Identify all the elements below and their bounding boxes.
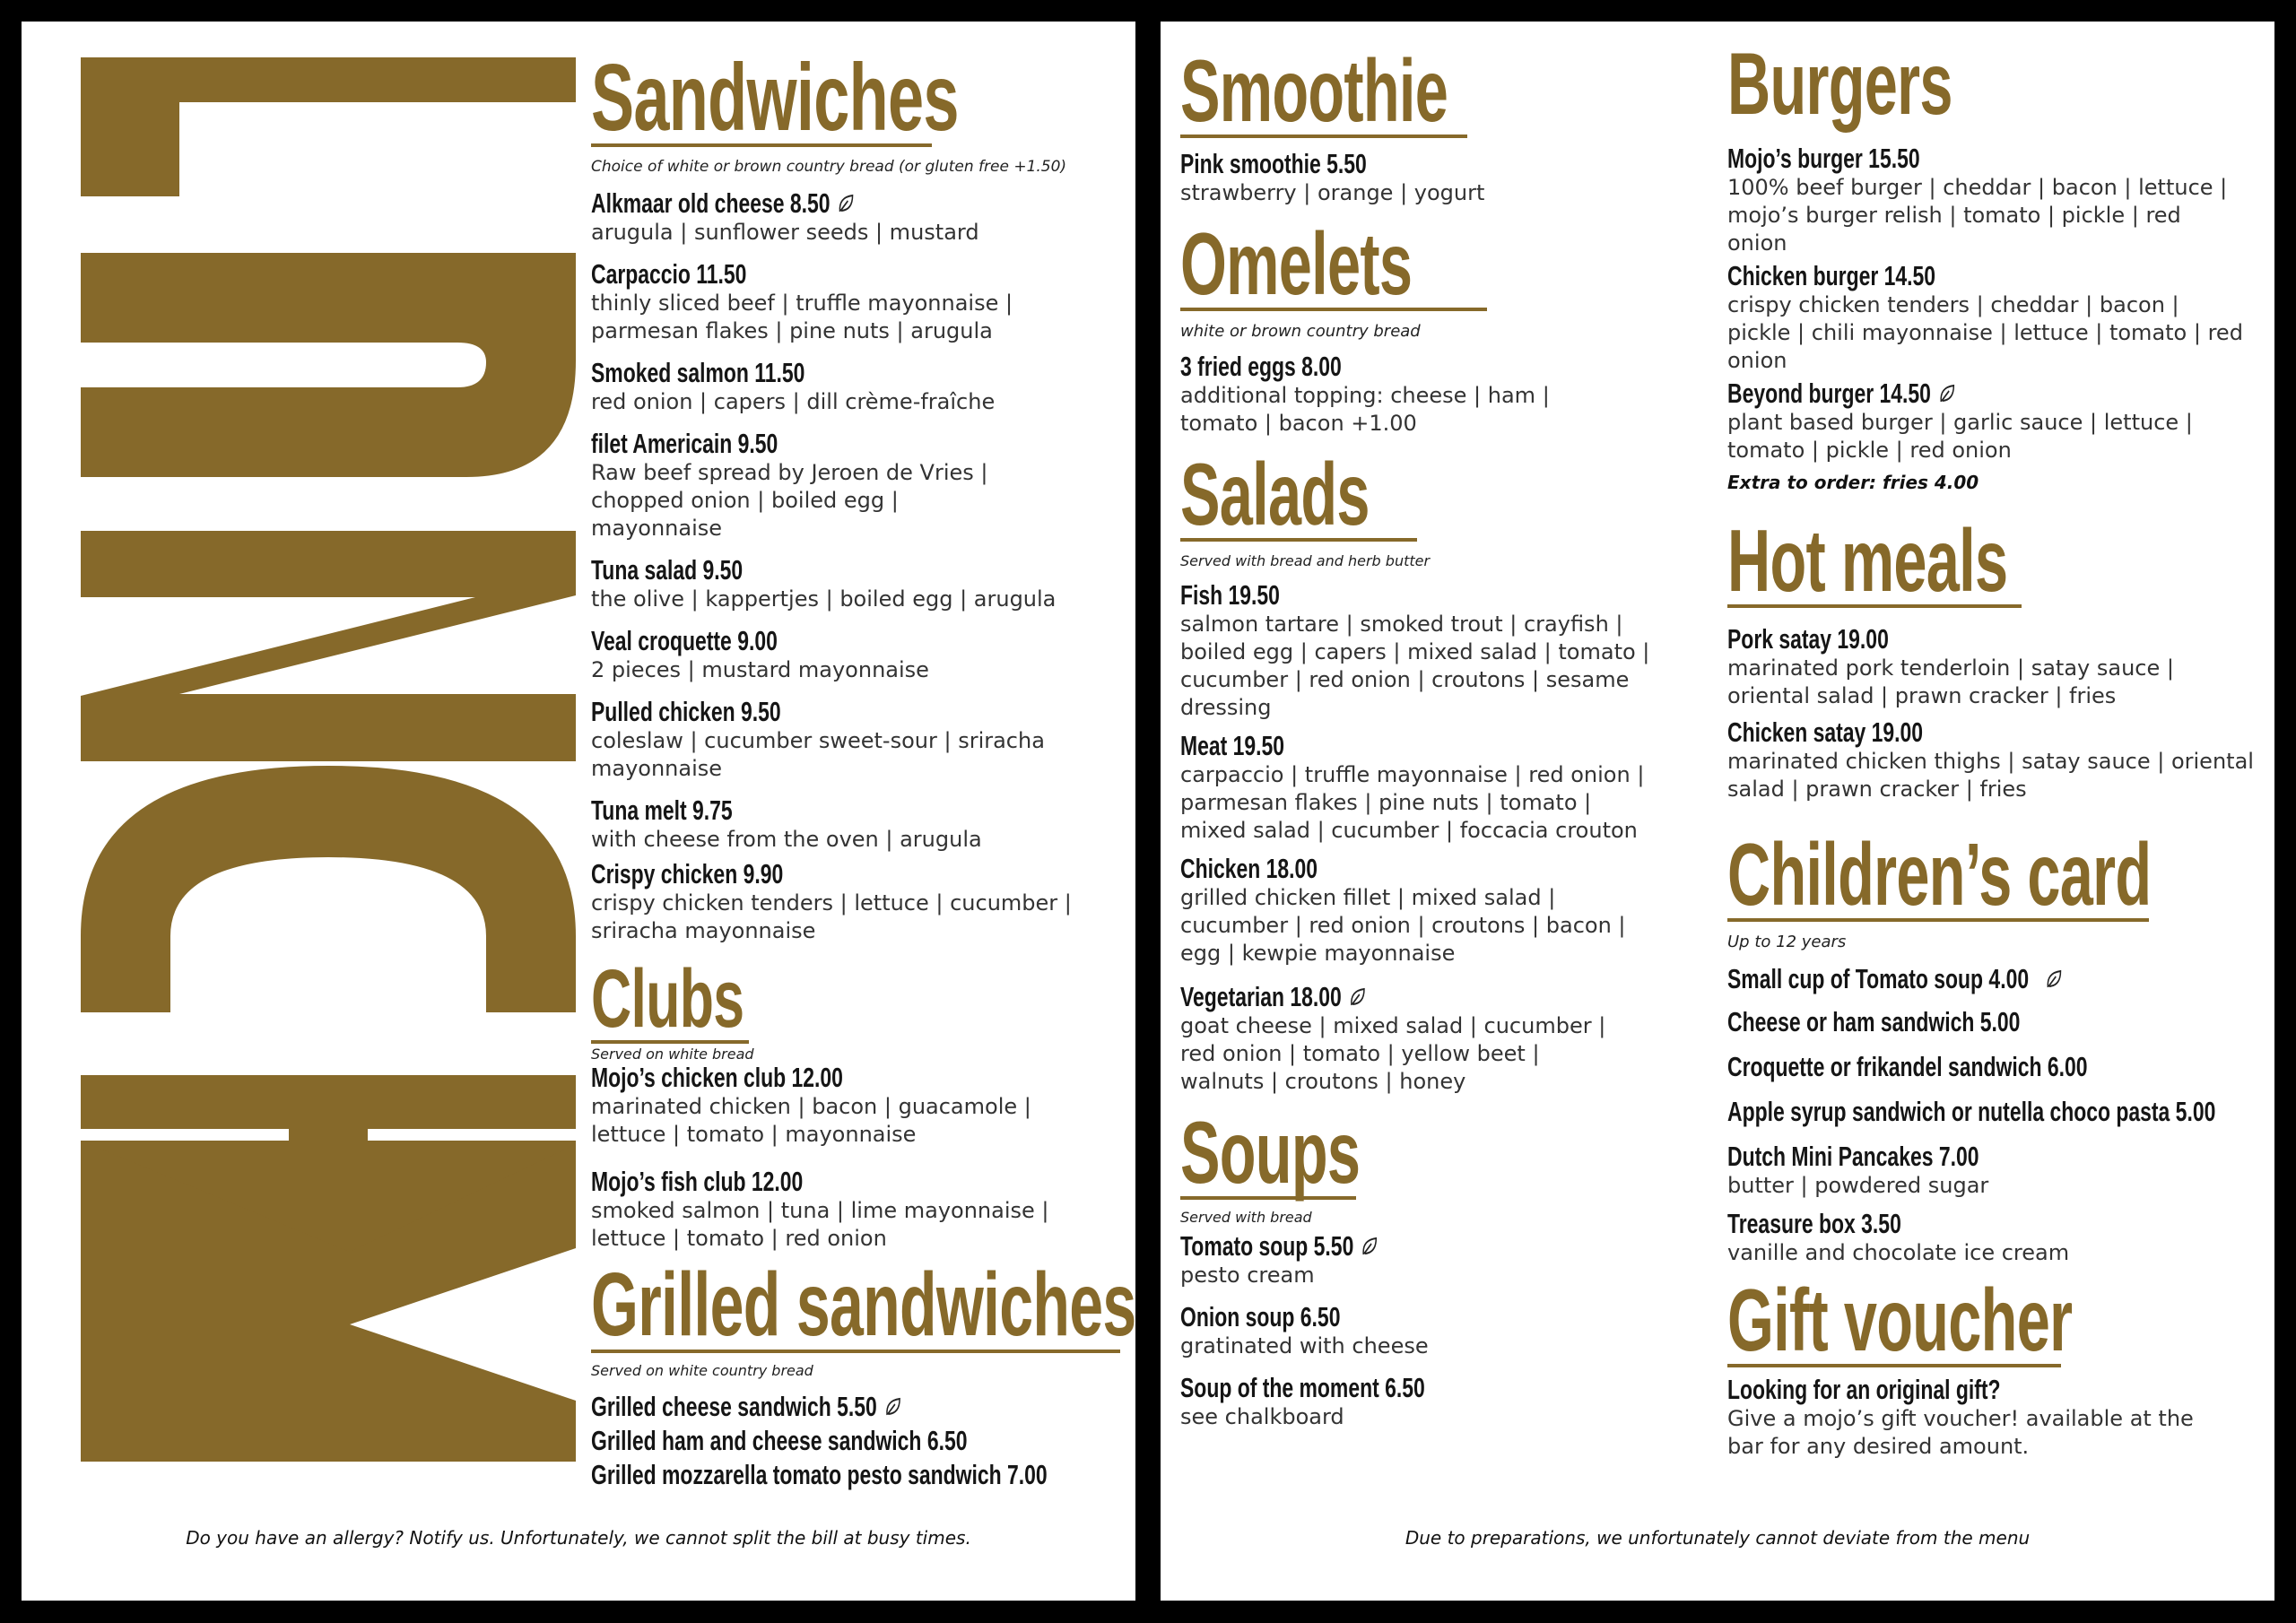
menu-item bbox=[1727, 1097, 2266, 1127]
section-hot-meals bbox=[1727, 511, 2266, 803]
footer-note: Due to preparations, we unfortunately cannot deviate from the menu bbox=[1405, 1527, 2031, 1549]
item-name: Mojo’s burger 15.50 bbox=[1727, 143, 1920, 174]
item-name: 3 fried eggs 8.00 bbox=[1180, 351, 1342, 382]
section-burgers bbox=[1727, 34, 2266, 493]
menu-item bbox=[1727, 1375, 2266, 1461]
menu-item bbox=[1727, 1141, 2266, 1200]
item-description: 2 pieces | mustard mayonnaise bbox=[591, 657, 929, 682]
item-name: Soup of the moment 6.50 bbox=[1180, 1372, 1425, 1403]
vegetarian-leaf-icon bbox=[837, 192, 856, 215]
right-column-1 bbox=[1180, 41, 1700, 1444]
item-name: Meat 19.50 bbox=[1180, 730, 1285, 761]
item-name: Chicken satay 19.00 bbox=[1727, 716, 1924, 748]
item-description: crispy chicken tenders | cheddar | bacon | pickle | chili mayonnaise | lettuce | tomato | red onion bbox=[1727, 292, 2243, 373]
section-smoothie bbox=[1180, 41, 1700, 207]
section-grilled bbox=[591, 1254, 1136, 1490]
section-subtitle: Served with bread and herb butter bbox=[1180, 552, 1431, 569]
section-salads bbox=[1180, 445, 1700, 1096]
section-title-gift-voucher: Gift voucher bbox=[1727, 1271, 2073, 1369]
item-description: with cheese from the oven | arugula bbox=[591, 827, 982, 852]
footer-note: Do you have an allergy? Notify us. Unfortunately, we cannot split the bill at busy times. bbox=[186, 1527, 971, 1549]
item-name: Carpaccio 11.50 bbox=[591, 258, 747, 290]
menu-item bbox=[591, 697, 1129, 783]
section-subtitle: Served on white bread bbox=[591, 1046, 754, 1063]
item-description: see chalkboard bbox=[1180, 1404, 1344, 1429]
menu-item bbox=[591, 429, 1129, 542]
menu-item bbox=[591, 626, 1129, 684]
section-title-clubs: Clubs bbox=[591, 953, 744, 1045]
menu-item bbox=[1727, 1007, 2266, 1037]
item-list bbox=[591, 188, 1129, 945]
section-title-childrens-card: Children’s card bbox=[1727, 825, 2152, 924]
item-description: red onion | capers | dill crème-fraîche bbox=[591, 389, 996, 414]
item-name: Looking for an original gift? bbox=[1727, 1374, 2001, 1405]
item-name: Dutch Mini Pancakes 7.00 bbox=[1727, 1141, 1979, 1172]
menu-item bbox=[591, 259, 1129, 345]
item-name: Grilled cheese sandwich 5.50 bbox=[591, 1391, 877, 1422]
section-title-soups: Soups bbox=[1180, 1103, 1361, 1202]
menu-item bbox=[1727, 143, 2266, 257]
burgers-extra-note: Extra to order: fries 4.00 bbox=[1727, 472, 1979, 493]
menu-item bbox=[591, 859, 1129, 945]
item-name: Pork satay 19.00 bbox=[1727, 623, 1889, 655]
lunch-logo-m-cut bbox=[81, 1141, 576, 1426]
section-subtitle: Served on white country bread bbox=[591, 1362, 813, 1379]
item-name: Crispy chicken 9.90 bbox=[591, 858, 784, 890]
menu-item bbox=[1727, 624, 2266, 710]
section-subtitle: Up to 12 years bbox=[1727, 933, 1847, 951]
item-description: plant based burger | garlic sauce | lettuce | tomato | pickle | red onion bbox=[1727, 410, 2193, 463]
section-title-omelets: Omelets bbox=[1180, 214, 1413, 313]
item-description: goat cheese | mixed salad | cucumber | red onion | tomato | yellow beet | walnuts | croutons | honey bbox=[1180, 1013, 1606, 1094]
vegetarian-leaf-icon bbox=[2045, 968, 2064, 991]
item-name: Beyond burger 14.50 bbox=[1727, 378, 1931, 409]
item-name: Pink smoothie 5.50 bbox=[1180, 148, 1367, 179]
menu-item bbox=[1727, 964, 2266, 994]
item-name: Tuna salad 9.50 bbox=[591, 554, 744, 586]
section-title-burgers: Burgers bbox=[1727, 34, 1952, 133]
item-name: Fish 19.50 bbox=[1180, 579, 1280, 611]
menu-item bbox=[1727, 261, 2266, 375]
item-name: Veal croquette 9.00 bbox=[591, 625, 778, 656]
item-name: Mojo’s chicken club 12.00 bbox=[591, 1062, 843, 1093]
item-name: Mojo’s fish club 12.00 bbox=[591, 1166, 804, 1197]
menu-item bbox=[1180, 149, 1700, 207]
menu-item bbox=[591, 1063, 1129, 1149]
item-description: marinated chicken | bacon | guacamole | lettuce | tomato | mayonnaise bbox=[591, 1094, 1031, 1147]
section-sandwiches bbox=[591, 45, 1129, 945]
menu-item bbox=[591, 1167, 1129, 1253]
menu-item-name bbox=[591, 1392, 989, 1422]
item-description: coleslaw | cucumber sweet-sour | sriracha mayonnaise bbox=[591, 728, 1045, 781]
item-name: Chicken 18.00 bbox=[1180, 853, 1318, 884]
item-description: smoked salmon | tuna | lime mayonnaise | lettuce | tomato | red onion bbox=[591, 1198, 1049, 1251]
vegetarian-leaf-icon bbox=[1348, 985, 1367, 1009]
left-column bbox=[591, 45, 1136, 1490]
item-name: Croquette or frikandel sandwich 6.00 bbox=[1727, 1051, 2088, 1082]
item-name: Vegetarian 18.00 bbox=[1180, 981, 1342, 1012]
section-title-smoothie: Smoothie bbox=[1180, 41, 1448, 140]
item-name: Chicken burger 14.50 bbox=[1727, 260, 1936, 291]
section-title-salads: Salads bbox=[1180, 445, 1370, 543]
item-description: butter | powdered sugar bbox=[1727, 1173, 1989, 1198]
menu-item bbox=[1180, 854, 1700, 968]
section-title-grilled: Grilled sandwiches bbox=[591, 1254, 1136, 1355]
item-name: Alkmaar old cheese 8.50 bbox=[591, 187, 831, 219]
item-name: filet Americain 9.50 bbox=[591, 428, 778, 459]
section-clubs bbox=[591, 953, 1129, 1253]
item-description: strawberry | orange | yogurt bbox=[1180, 180, 1485, 205]
menu-item-name: Grilled mozzarella tomato pesto sandwich 7.00 bbox=[591, 1459, 1048, 1490]
item-name: Apple syrup sandwich or nutella choco pasta 5.00 bbox=[1727, 1096, 2216, 1127]
item-description: marinated pork tenderloin | satay sauce | oriental salad | prawn cracker | fries bbox=[1727, 655, 2174, 708]
menu-item bbox=[1180, 982, 1700, 1096]
menu-item bbox=[1180, 1302, 1700, 1360]
section-childrens-card bbox=[1727, 825, 2266, 1267]
item-name: Cheese or ham sandwich 5.00 bbox=[1727, 1006, 2021, 1037]
menu-item bbox=[1727, 1209, 2266, 1267]
menu-item bbox=[591, 188, 1129, 247]
item-description: gratinated with cheese bbox=[1180, 1333, 1429, 1358]
section-title-hot-meals: Hot meals bbox=[1727, 511, 2008, 610]
menu-item bbox=[1180, 731, 1700, 845]
vegetarian-leaf-icon bbox=[1937, 382, 1956, 405]
menu-item bbox=[591, 795, 1129, 854]
menu-item bbox=[591, 555, 1129, 613]
section-gift-voucher bbox=[1727, 1271, 2266, 1461]
item-description: thinly sliced beef | truffle mayonnaise | parmesan flakes | pine nuts | arugula bbox=[591, 291, 1013, 343]
item-description: Give a mojo’s gift voucher! available at the bar for any desired amount. bbox=[1727, 1406, 2194, 1459]
menu-item bbox=[1180, 1231, 1700, 1289]
item-description: carpaccio | truffle mayonnaise | red onion | parmesan flakes | pine nuts | tomato | mixed salad | cucumber | foccacia crouton bbox=[1180, 762, 1645, 843]
menu-item bbox=[1727, 1052, 2266, 1082]
menu-item bbox=[1180, 580, 1700, 722]
section-subtitle: Choice of white or brown country bread (or gluten free +1.50) bbox=[591, 158, 1067, 176]
menu-item bbox=[1727, 378, 2266, 464]
item-name: Onion soup 6.50 bbox=[1180, 1301, 1341, 1332]
section-subtitle: Served with bread bbox=[1180, 1209, 1312, 1226]
menu-page-left bbox=[22, 22, 1135, 1601]
item-name: Pulled chicken 9.50 bbox=[591, 696, 781, 727]
menu-item-name: Grilled ham and cheese sandwich 6.50 bbox=[591, 1425, 968, 1456]
item-description: grilled chicken fillet | mixed salad | cucumber | red onion | croutons | bacon | egg | kewpie mayonnaise bbox=[1180, 885, 1626, 966]
right-column-2 bbox=[1727, 34, 2266, 1473]
menu-item bbox=[1180, 1373, 1700, 1431]
item-description: crispy chicken tenders | lettuce | cucumber | sriracha mayonnaise bbox=[591, 890, 1072, 943]
section-subtitle: white or brown country bread bbox=[1180, 322, 1421, 341]
item-description: vanille and chocolate ice cream bbox=[1727, 1240, 2070, 1265]
menu-page-right bbox=[1161, 22, 2274, 1601]
item-name: Tuna melt 9.75 bbox=[591, 794, 733, 826]
menu-item bbox=[1180, 352, 1700, 438]
item-name: Small cup of Tomato soup 4.00 bbox=[1727, 963, 2030, 994]
item-description: additional topping: cheese | ham | tomato | bacon +1.00 bbox=[1180, 383, 1550, 436]
item-description: 100% beef burger | cheddar | bacon | lettuce | mojo’s burger relish | tomato | pickle | red onion bbox=[1727, 175, 2228, 256]
item-description: pesto cream bbox=[1180, 1263, 1315, 1288]
item-description: salmon tartare | smoked trout | crayfish | boiled egg | capers | mixed salad | tomato | cucumber | red onion | croutons | sesame dressing bbox=[1180, 612, 1650, 720]
item-name: Treasure box 3.50 bbox=[1727, 1208, 1901, 1239]
item-name: Tomato soup 5.50 bbox=[1180, 1230, 1354, 1262]
section-omelets bbox=[1180, 214, 1700, 438]
item-name: Smoked salmon 11.50 bbox=[591, 357, 805, 388]
item-description: marinated chicken thighs | satay sauce | oriental salad | prawn cracker | fries bbox=[1727, 749, 2254, 802]
menu-item bbox=[591, 358, 1129, 416]
vegetarian-leaf-icon bbox=[883, 1395, 902, 1419]
item-description: arugula | sunflower seeds | mustard bbox=[591, 220, 979, 245]
item-description: the olive | kappertjes | boiled egg | arugula bbox=[591, 586, 1057, 612]
section-soups bbox=[1180, 1103, 1700, 1431]
menu-item bbox=[1727, 717, 2266, 803]
section-title-sandwiches: Sandwiches bbox=[591, 45, 959, 151]
item-description: Raw beef spread by Jeroen de Vries | chopped onion | boiled egg | mayonnaise bbox=[591, 460, 988, 541]
vegetarian-leaf-icon bbox=[1361, 1235, 1379, 1258]
